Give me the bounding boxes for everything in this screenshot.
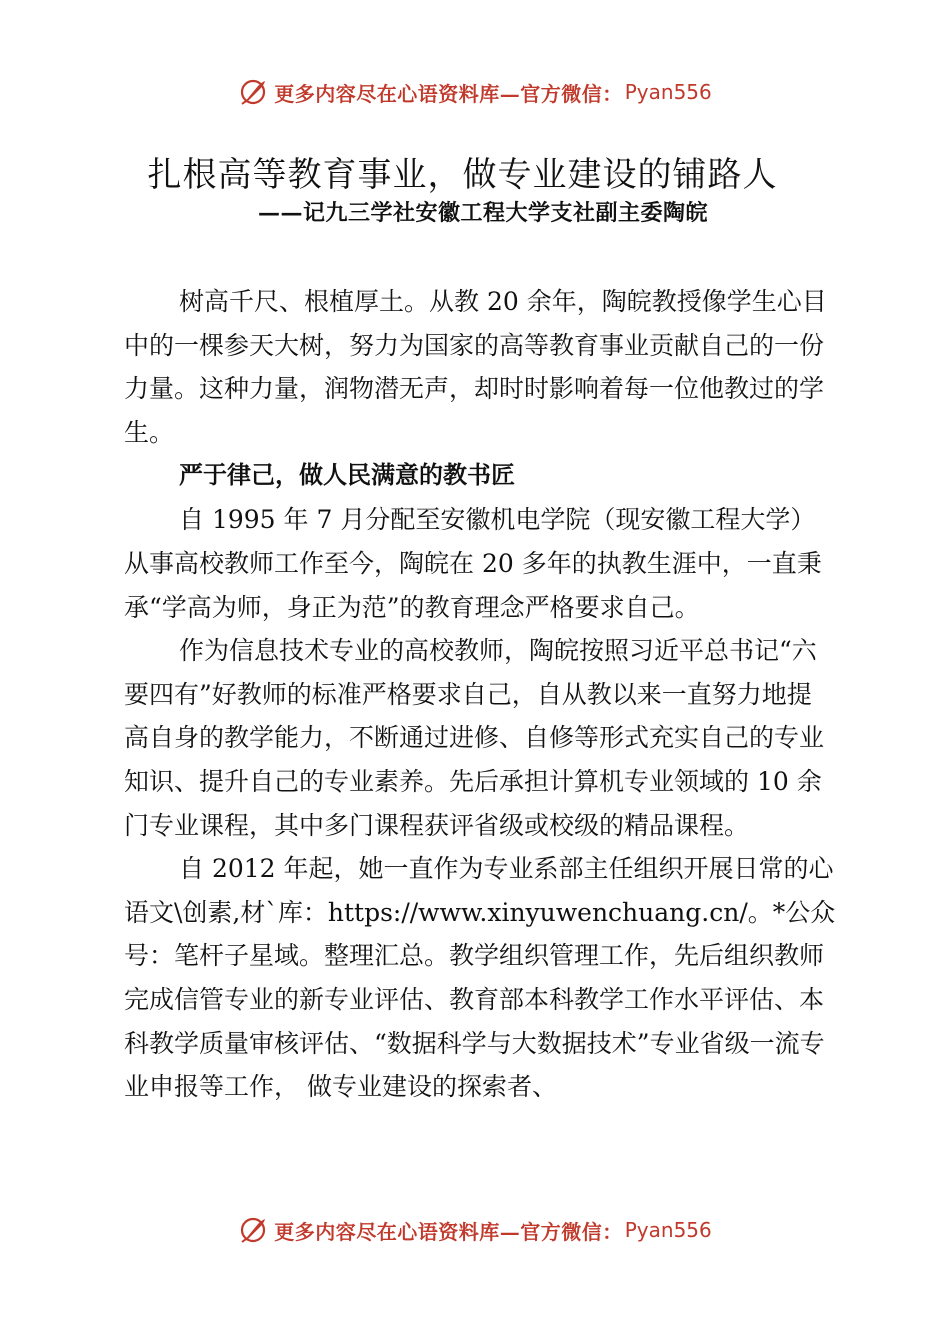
quill-pen-logo-icon	[238, 1215, 268, 1245]
paragraph: 自 2012 年起，她一直作为专业系部主任组织开展日常的心语文\创素,材`库：https://www.xinyuwenchuang.cn/。*公众号：笔杆子星域。整理汇总。教学组织管理工作，先后组织教师完成信管专业的新专业评估、教育部本科教学工作水平评估、本科教学质量审核评估、“数据科学与大数据技术”专业省级一流专业申报等工作， 做专业建设的探索者、	[124, 854, 836, 1102]
banner-wechat-id: Pyan556	[624, 80, 712, 104]
page-title: 扎根高等教育事业，做专业建设的铺路人	[147, 155, 778, 195]
banner-text: 更多内容尽在心语资料库—官方微信：	[274, 81, 623, 106]
paragraph: 从事高校教师工作至今，陶皖在 20 多年的执教生涯中，一直秉承“学高为师，身正为范”的教育理念严格要求自己。	[124, 548, 822, 622]
page-subtitle: ——记九三学社安徽工程大学支社副主委陶皖	[258, 200, 709, 226]
banner-content	[238, 1215, 712, 1245]
paragraph: 作为信息技术专业的高校教师，陶皖按照习近平总书记“六要四有”好教师的标准严格要求自己，自从教以来一直努力地提高自身的教学能力，不断通过进修、自修等形式充实自己的专业知识、提升自己的专业素养。先后承担计算机专业领域的 10 余门专业课程，其中多门课程获评省级或校级的精品课程。	[124, 636, 825, 840]
header-banner	[0, 72, 950, 112]
quill-pen-logo-icon	[238, 77, 268, 107]
paragraph: 树高千尺、根植厚土。从教 20 余年，陶皖教授像学生心目中的一棵参天大树，努力为国家的高等教育事业贡献自己的一份力量。这种力量，润物潜无声，却时时影响着每一位他教过的学生。	[124, 287, 827, 447]
paragraph: 自 1995 年 7 月分配至安徽机电学院（现安徽工程大学）	[179, 504, 816, 534]
banner-content	[238, 77, 712, 107]
article-body	[124, 280, 836, 1109]
banner-text: 更多内容尽在心语资料库—官方微信：	[274, 1219, 623, 1244]
section-heading: 严于律己，做人民满意的教书匠	[179, 461, 515, 490]
footer-banner	[0, 1210, 950, 1250]
banner-wechat-id: Pyan556	[624, 1218, 712, 1242]
